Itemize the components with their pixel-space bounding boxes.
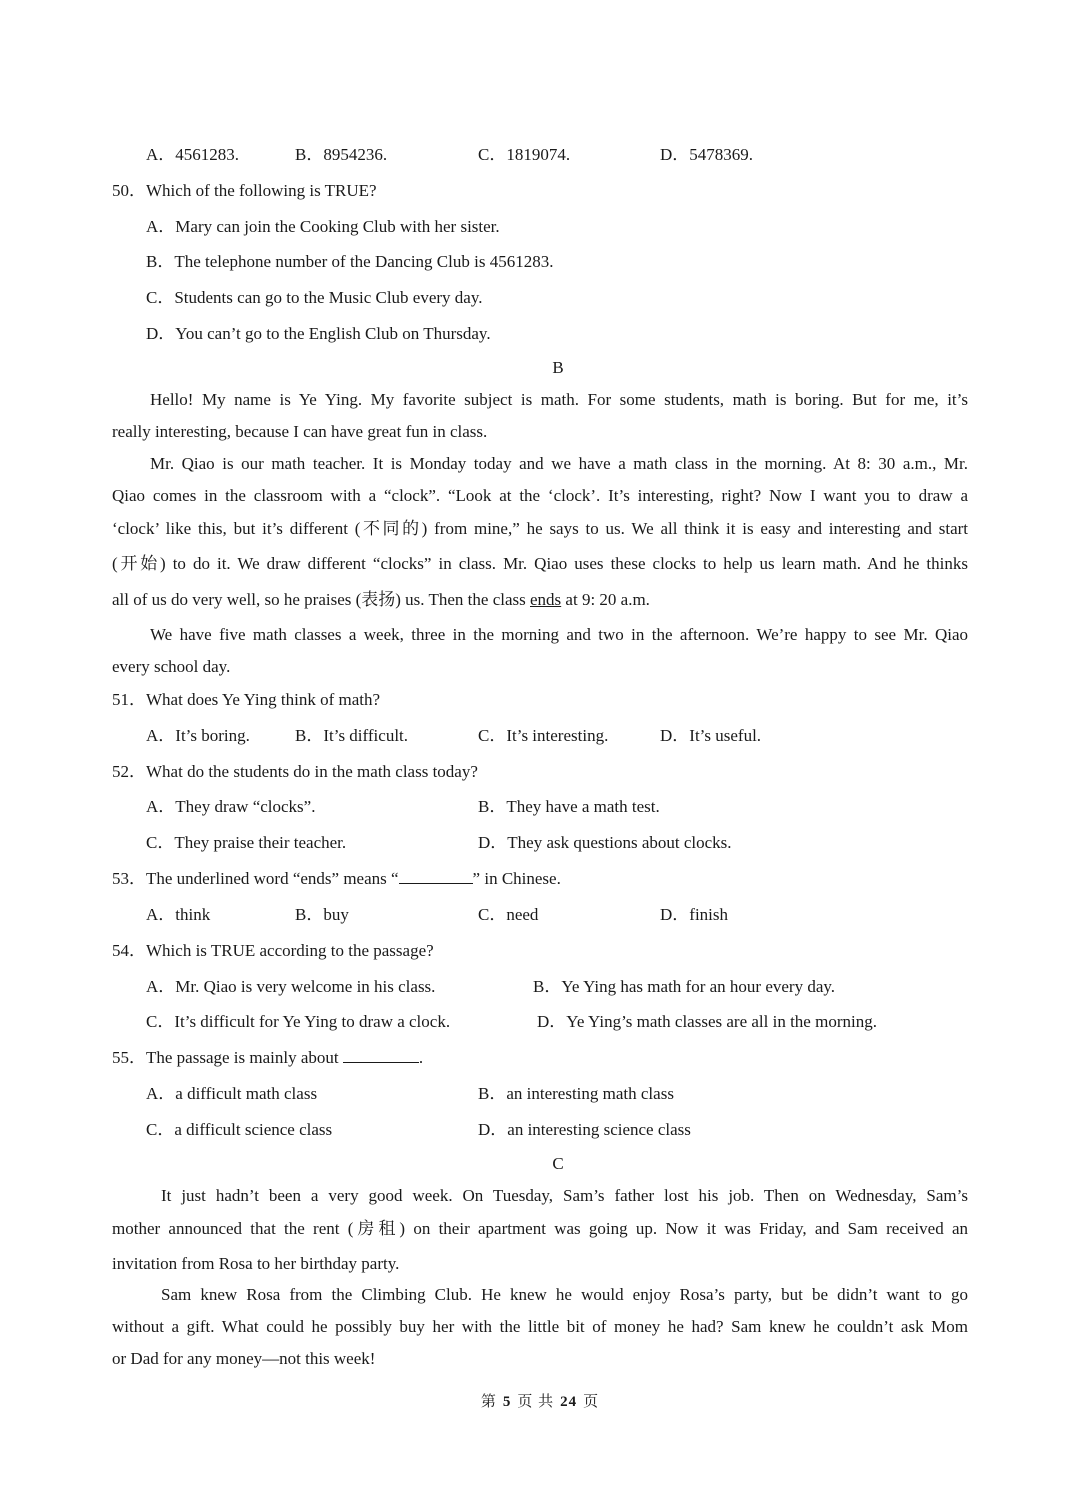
q53-option-d: D．finish xyxy=(660,905,728,924)
q53-answer-blank[interactable] xyxy=(399,868,473,884)
q53-option-a: A．think xyxy=(146,905,211,924)
q55-stem xyxy=(112,1047,423,1069)
q53-option-c: C．need xyxy=(478,905,539,924)
q51-stem: 51．What does Ye Ying think of math? xyxy=(112,690,381,709)
q52-stem: 52．What do the students do in the math class today? xyxy=(112,762,478,781)
passage-c-p2-line1: Sam knew Rosa from the Climbing Club. He knew he would enjoy Rosa’s party, but be didn’t want to go xyxy=(161,1285,968,1304)
q49-option-d: D．5478369. xyxy=(660,145,754,164)
q51-option-c: C．It’s interesting. xyxy=(478,726,609,745)
q50-option-a: A．Mary can join the Cooking Club with her sister. xyxy=(146,217,500,236)
q49-option-c: C．1819074. xyxy=(478,145,571,164)
passage-c-p1-line1: It just hadn’t been a very good week. On Tuesday, Sam’s father lost his job. Then on Wednesday, Sam’s xyxy=(161,1186,968,1205)
q49-option-a: A．4561283. xyxy=(146,145,240,164)
q50-option-d: D．You can’t go to the English Club on Thursday. xyxy=(146,324,491,343)
section-c-heading: C xyxy=(552,1154,564,1173)
q55-option-d: D．an interesting science class xyxy=(478,1120,691,1139)
q52-option-c: C．They praise their teacher. xyxy=(146,833,347,852)
q53-stem-after: ” in Chinese. xyxy=(472,869,561,888)
q55-option-a: A．a difficult math class xyxy=(146,1084,318,1103)
passage-c-p1-line2: mother announced that the rent (房租) on their apartment was going up. Now it was Friday, and Sam received an xyxy=(112,1219,968,1238)
q53-option-b: B．buy xyxy=(295,905,349,924)
passage-b-p2-line1: Mr. Qiao is our math teacher. It is Monday today and we have a math class in the morning. At 8: 30 a.m., Mr. xyxy=(150,454,968,473)
q53-stem-before: 53．The underlined word “ends” means “ xyxy=(112,869,399,888)
passage-b-p3-line2: every school day. xyxy=(112,657,231,676)
passage-b-p2-line5-before: all of us do very well, so he praises (表扬) us. Then the class xyxy=(112,590,530,609)
passage-c-p1-line3: invitation from Rosa to her birthday party. xyxy=(112,1254,400,1273)
q52-option-d: D．They ask questions about clocks. xyxy=(478,833,732,852)
passage-b-p1-line1: Hello! My name is Ye Ying. My favorite subject is math. For some students, math is boring. But for me, it’s xyxy=(150,390,968,409)
passage-b-p2-line2: Qiao comes in the classroom with a “clock”. “Look at the ‘clock’. It’s interesting, right? Now I want you to draw a xyxy=(112,486,968,505)
q54-option-d: D．Ye Ying’s math classes are all in the morning. xyxy=(537,1012,877,1031)
underlined-word-ends: ends xyxy=(530,590,562,609)
q51-option-b: B．It’s difficult. xyxy=(295,726,409,745)
q54-stem: 54．Which is TRUE according to the passage? xyxy=(112,941,434,960)
q51-option-d: D．It’s useful. xyxy=(660,726,762,745)
q54-option-b: B．Ye Ying has math for an hour every day. xyxy=(533,977,836,996)
passage-c-p2-line3: or Dad for any money—not this week! xyxy=(112,1349,376,1368)
passage-b-p1-line2: really interesting, because I can have great fun in class. xyxy=(112,422,488,441)
q55-stem-before: 55．The passage is mainly about xyxy=(112,1048,343,1067)
q50-option-c: C．Students can go to the Music Club every day. xyxy=(146,288,483,307)
passage-b-p2-line5-after: at 9: 20 a.m. xyxy=(561,590,650,609)
footer-total-pages: 24 xyxy=(560,1394,578,1410)
q53-stem xyxy=(112,868,561,890)
passage-b-p3-line1: We have five math classes a week, three in the morning and two in the afternoon. We’re happy to see Mr. Qiao xyxy=(150,625,968,644)
footer-pre: 第 xyxy=(480,1394,497,1410)
q52-option-a: A．They draw “clocks”. xyxy=(146,797,316,816)
q51-option-a: A．It’s boring. xyxy=(146,726,250,745)
passage-b-p2-line4: (开始) to do it. We draw different “clocks” in class. Mr. Qiao uses these clocks to help us learn math. And he thinks xyxy=(112,554,968,573)
q50-stem: 50．Which of the following is TRUE? xyxy=(112,181,377,200)
q52-option-b: B．They have a math test. xyxy=(478,797,660,816)
q50-option-b: B．The telephone number of the Dancing Club is 4561283. xyxy=(146,252,554,271)
passage-b-p2-line5 xyxy=(112,589,650,611)
footer-post: 页 xyxy=(583,1394,600,1410)
passage-c-p2-line2: without a gift. What could he possibly buy her with the little bit of money he had? Sam knew he couldn’t ask Mom xyxy=(112,1317,968,1336)
q54-option-c: C．It’s difficult for Ye Ying to draw a clock. xyxy=(146,1012,451,1031)
q54-option-a: A．Mr. Qiao is very welcome in his class. xyxy=(146,977,436,996)
q55-stem-after: . xyxy=(418,1048,424,1067)
q55-answer-blank[interactable] xyxy=(343,1047,419,1063)
footer-mid: 页 共 xyxy=(517,1394,555,1410)
q49-option-b: B．8954236. xyxy=(295,145,388,164)
section-b-heading: B xyxy=(552,358,564,377)
passage-b-p2-line3: ‘clock’ like this, but it’s different (不同的) from mine,” he says to us. We all think it is easy and interesting and start xyxy=(112,519,968,538)
q55-option-c: C．a difficult science class xyxy=(146,1120,333,1139)
footer-page-number: 5 xyxy=(502,1394,512,1410)
page-footer xyxy=(0,1390,1080,1411)
q55-option-b: B．an interesting math class xyxy=(478,1084,674,1103)
